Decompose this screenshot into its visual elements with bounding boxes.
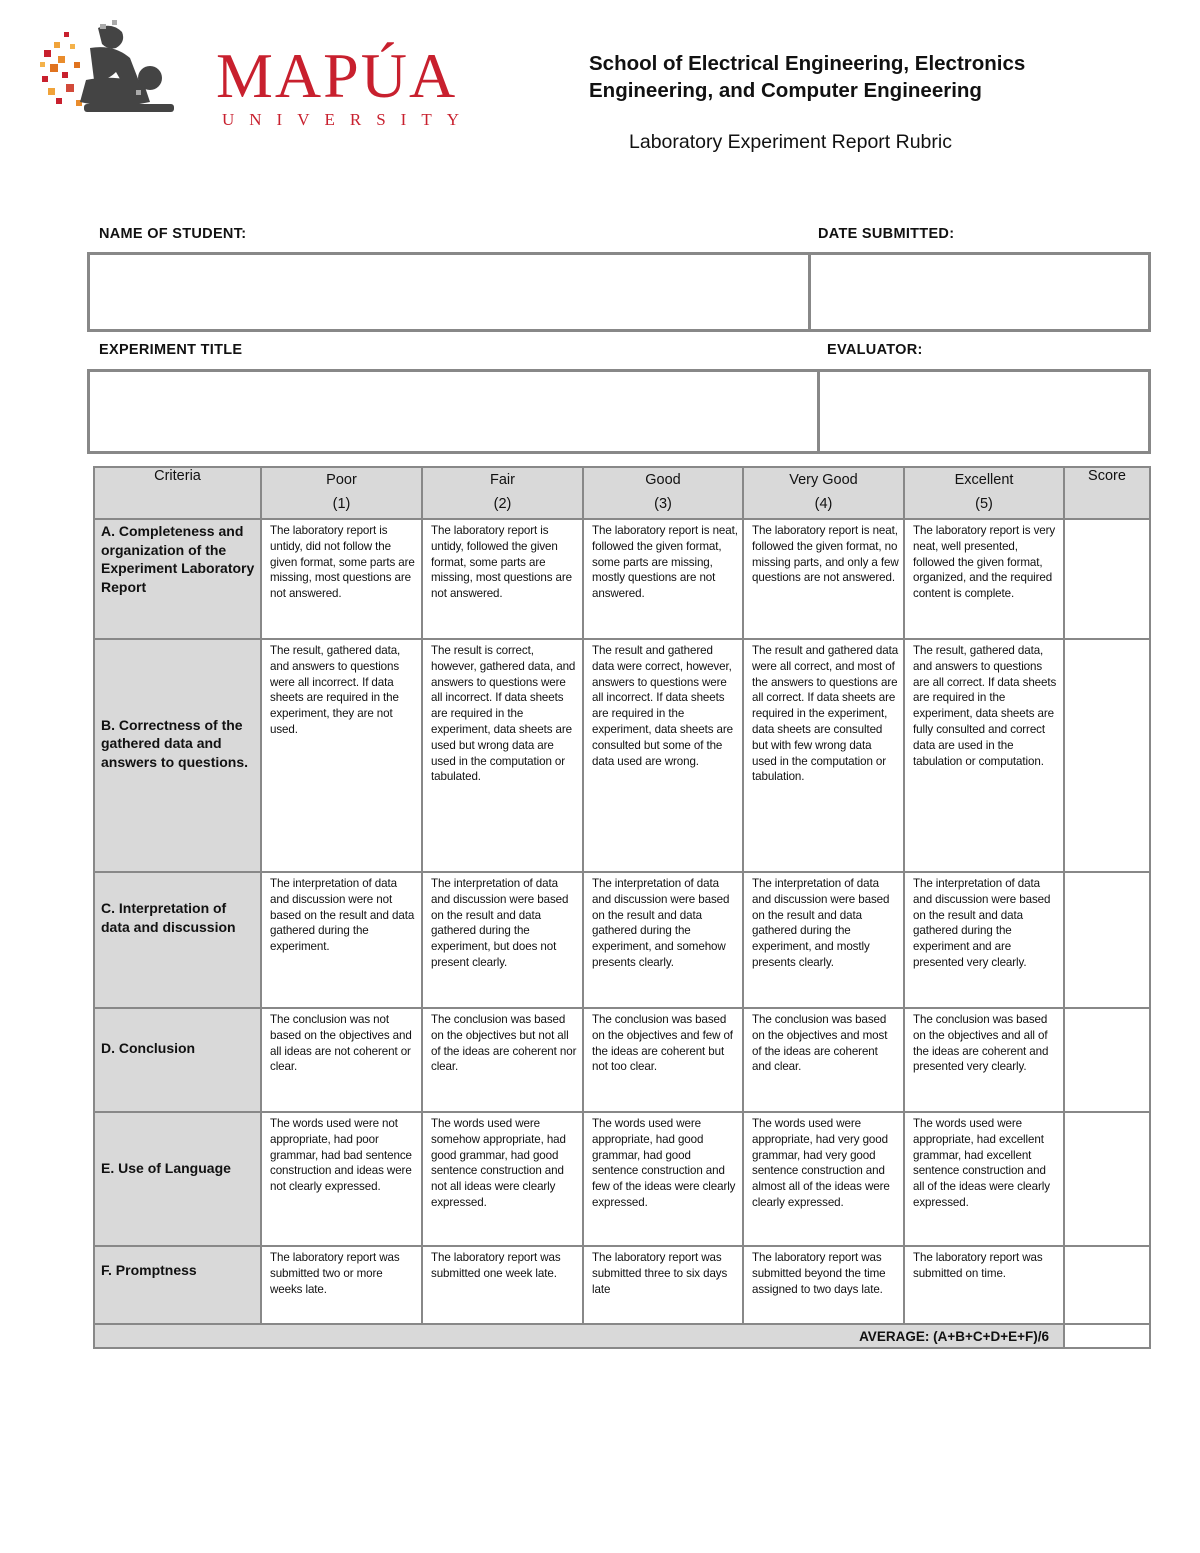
level-name: Excellent bbox=[954, 472, 1014, 488]
descriptor-cell: The words used were somehow appropriate, had good grammar, had good sentence construction and not all ideas were clearly expressed. bbox=[422, 1112, 583, 1246]
descriptor-cell: The laboratory report was submitted beyond the time assigned to two days late. bbox=[743, 1246, 904, 1324]
descriptor-cell: The conclusion was based on the objectives and most of the ideas are coherent and clear. bbox=[743, 1008, 904, 1112]
level-value: (3) bbox=[654, 496, 672, 512]
descriptor-cell: The words used were appropriate, had very good grammar, had very good sentence construction and almost all of the ideas were clearly expressed. bbox=[743, 1112, 904, 1246]
descriptor-cell: The conclusion was based on the objectives and few of the ideas are coherent but not too clear. bbox=[583, 1008, 743, 1112]
score-input-cell[interactable] bbox=[1064, 639, 1150, 872]
evaluator-label: EVALUATOR: bbox=[827, 342, 923, 358]
level-header-fair bbox=[422, 467, 583, 519]
descriptor-cell: The laboratory report was submitted three to six days late bbox=[583, 1246, 743, 1324]
descriptor-cell: The result, gathered data, and answers to questions are all correct. If data sheets are required in the experiment, data sheets are fully consulted and correct data are used in the tabulation or computation. bbox=[904, 639, 1064, 872]
rubric-header-row bbox=[94, 467, 1150, 519]
descriptor-cell: The interpretation of data and discussion were based on the result and data gathered during the experiment, but does not present clearly. bbox=[422, 872, 583, 1008]
criterion-cell bbox=[94, 519, 261, 639]
level-value: (2) bbox=[493, 496, 512, 512]
experiment-title-label: EXPERIMENT TITLE bbox=[99, 342, 243, 358]
level-name: Fair bbox=[490, 472, 515, 488]
level-header-poor bbox=[261, 467, 422, 519]
name-of-student-field[interactable] bbox=[87, 252, 811, 332]
level-name: Very Good bbox=[789, 472, 858, 488]
descriptor-cell: The laboratory report was submitted two or more weeks late. bbox=[261, 1246, 422, 1324]
logo-wordmark: MAPÚA bbox=[216, 40, 458, 111]
level-name: Good bbox=[645, 472, 681, 488]
descriptor-cell: The laboratory report is neat, followed the given format, no missing parts, and only a few questions are not answered. bbox=[743, 519, 904, 639]
level-header-excellent bbox=[904, 467, 1064, 519]
school-name-line2: Engineering, and Computer Engineering bbox=[589, 79, 982, 102]
descriptor-cell: The result, gathered data, and answers to questions were all incorrect. If data sheets are required in the experiment, they are not used. bbox=[261, 639, 422, 872]
rubric-row-language bbox=[94, 1112, 1150, 1246]
score-input-cell[interactable] bbox=[1064, 519, 1150, 639]
descriptor-cell: The interpretation of data and discussion were based on the result and data gathered during the experiment and are presented very clearly. bbox=[904, 872, 1064, 1008]
descriptor-cell: The laboratory report is untidy, did not follow the given format, some parts are missing, most questions are not answered. bbox=[261, 519, 422, 639]
descriptor-cell: The interpretation of data and discussion were not based on the result and data gathered during the experiment. bbox=[261, 872, 422, 1008]
descriptor-cell: The result and gathered data were correct, however, answers to questions were all incorrect. If data sheets are required in the experiment, data sheets are consulted but some of the data used are wrong. bbox=[583, 639, 743, 872]
descriptor-cell: The conclusion was based on the objectives and all of the ideas are coherent and presented very clearly. bbox=[904, 1008, 1064, 1112]
logo-subtitle: UNIVERSITY bbox=[222, 110, 474, 129]
level-value: (4) bbox=[814, 496, 833, 512]
descriptor-cell: The laboratory report was submitted one week late. bbox=[422, 1246, 583, 1324]
score-input-cell[interactable] bbox=[1064, 1112, 1150, 1246]
criterion-label: B. Correctness of the gathered data and answers to questions. bbox=[101, 716, 249, 770]
average-label: AVERAGE: (A+B+C+D+E+F)/6 bbox=[94, 1324, 1064, 1348]
descriptor-cell: The words used were not appropriate, had poor grammar, had bad sentence construction and ideas were not clearly expressed. bbox=[261, 1112, 422, 1246]
descriptor-cell: The conclusion was not based on the objectives and all ideas are not coherent or clear. bbox=[261, 1008, 422, 1112]
criterion-label: E. Use of Language bbox=[101, 1160, 231, 1176]
descriptor-cell: The laboratory report is neat, followed the given format, some parts are missing, mostly questions are not answered. bbox=[583, 519, 743, 639]
descriptor-cell: The interpretation of data and discussion were based on the result and data gathered during the experiment, and somehow presents clearly. bbox=[583, 872, 743, 1008]
criterion-label: D. Conclusion bbox=[101, 1040, 196, 1056]
average-row bbox=[94, 1324, 1150, 1348]
logo-emblem-icon bbox=[40, 20, 190, 120]
level-name: Poor bbox=[326, 472, 357, 488]
criterion-cell bbox=[94, 1112, 261, 1246]
descriptor-cell: The interpretation of data and discussion were based on the result and data gathered during the experiment, and mostly presents clearly. bbox=[743, 872, 904, 1008]
university-logo bbox=[40, 20, 474, 129]
level-value: (1) bbox=[332, 496, 351, 512]
descriptor-cell: The words used were appropriate, had excellent grammar, had excellent sentence construction and all of the ideas were clearly expressed. bbox=[904, 1112, 1064, 1246]
document-title: Laboratory Experiment Report Rubric bbox=[629, 131, 952, 153]
descriptor-cell: The laboratory report is very neat, well presented, followed the given format, organized, and the required content is complete. bbox=[904, 519, 1064, 639]
date-submitted-field[interactable] bbox=[808, 252, 1151, 332]
rubric-row-correctness bbox=[94, 639, 1150, 872]
name-of-student-label: NAME OF STUDENT: bbox=[99, 226, 247, 242]
rubric-row-interpretation bbox=[94, 872, 1150, 1008]
descriptor-cell: The result and gathered data were all correct, and most of the answers to questions are all correct. If data sheets are required in the experiment, data sheets are consulted but with few wrong data used in the computation or tabulation. bbox=[743, 639, 904, 872]
criterion-cell bbox=[94, 872, 261, 1008]
level-header-very-good bbox=[743, 467, 904, 519]
level-value: (5) bbox=[975, 496, 993, 512]
level-header-good bbox=[583, 467, 743, 519]
rubric-row-promptness bbox=[94, 1246, 1150, 1324]
criteria-header: Criteria bbox=[94, 467, 261, 519]
descriptor-cell: The laboratory report is untidy, followed the given format, some parts are missing, most questions are not answered. bbox=[422, 519, 583, 639]
rubric-row-conclusion bbox=[94, 1008, 1150, 1112]
average-score-cell[interactable] bbox=[1064, 1324, 1150, 1348]
criterion-label: A. Completeness and organization of the Experiment Laboratory Report bbox=[101, 523, 255, 595]
rubric-row-completeness bbox=[94, 519, 1150, 639]
evaluator-field[interactable] bbox=[817, 369, 1151, 454]
criterion-label: C. Interpretation of data and discussion bbox=[101, 900, 236, 935]
criterion-cell bbox=[94, 1246, 261, 1324]
score-input-cell[interactable] bbox=[1064, 1246, 1150, 1324]
score-input-cell[interactable] bbox=[1064, 872, 1150, 1008]
score-header: Score bbox=[1064, 467, 1150, 519]
descriptor-cell: The laboratory report was submitted on time. bbox=[904, 1246, 1064, 1324]
criterion-cell bbox=[94, 639, 261, 872]
descriptor-cell: The words used were appropriate, had good grammar, had good sentence construction and few of the ideas were clearly expressed. bbox=[583, 1112, 743, 1246]
rubric-table bbox=[93, 466, 1151, 1349]
experiment-title-field[interactable] bbox=[87, 369, 821, 454]
school-name bbox=[589, 50, 1149, 104]
score-input-cell[interactable] bbox=[1064, 1008, 1150, 1112]
descriptor-cell: The conclusion was based on the objectives but not all of the ideas are coherent nor clear. bbox=[422, 1008, 583, 1112]
criterion-label: F. Promptness bbox=[101, 1262, 197, 1278]
criterion-cell bbox=[94, 1008, 261, 1112]
school-name-line1: School of Electrical Engineering, Electronics bbox=[589, 52, 1026, 75]
date-submitted-label: DATE SUBMITTED: bbox=[818, 226, 955, 242]
descriptor-cell: The result is correct, however, gathered data, and answers to questions were all incorrect. If data sheets are required in the experiment, data sheets are used but wrong data are used in the computation or tabulated. bbox=[422, 639, 583, 872]
